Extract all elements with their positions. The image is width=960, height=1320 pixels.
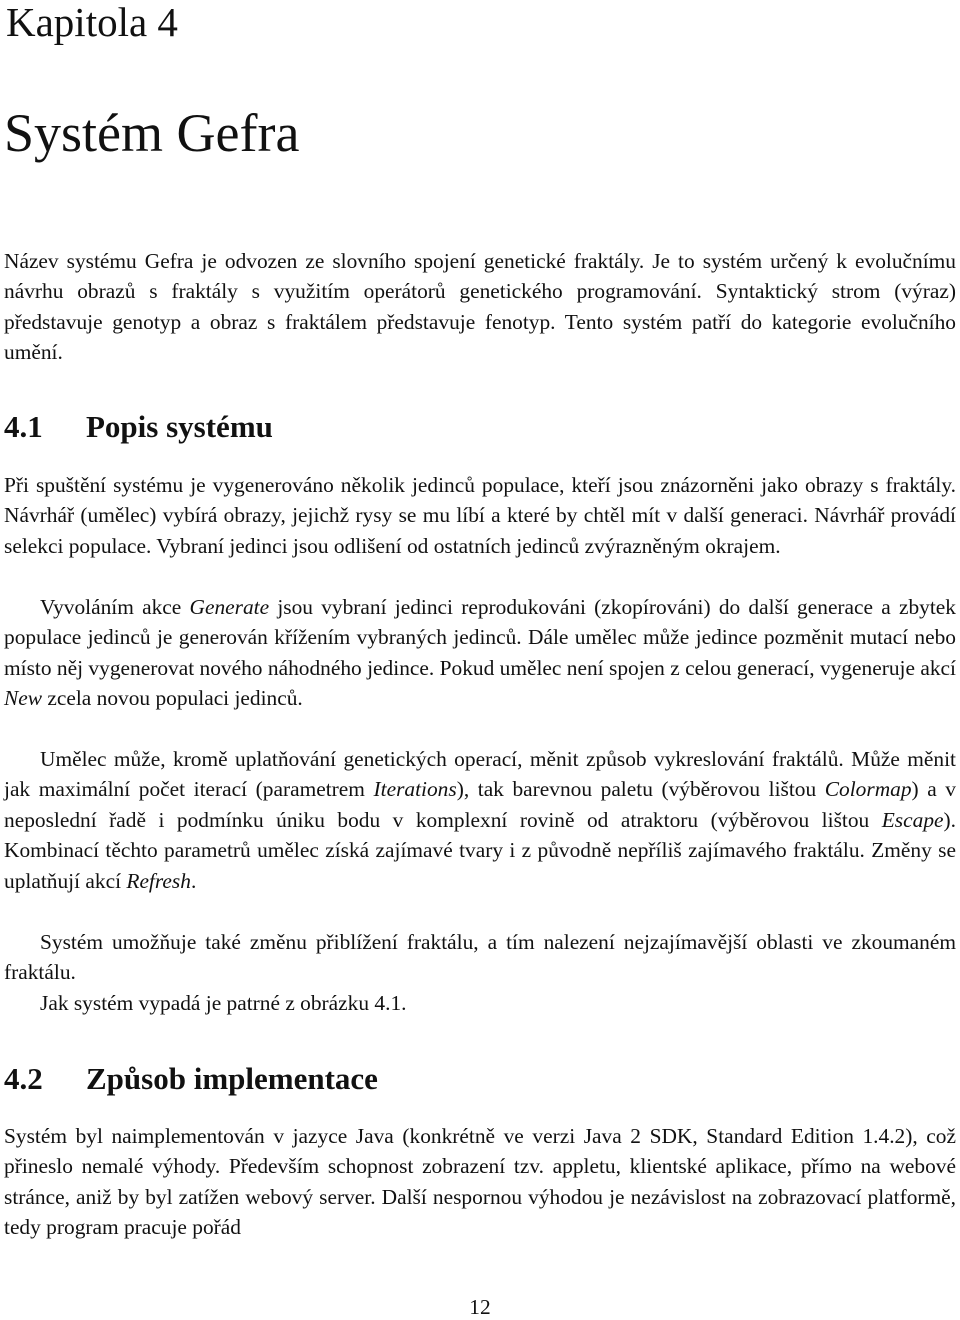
term-iterations: Iterations xyxy=(373,777,457,802)
chapter-label: Kapitola 4 xyxy=(6,0,178,45)
term-escape: Escape xyxy=(881,807,944,832)
page-number: 12 xyxy=(469,1295,491,1319)
section-title: Popis systému xyxy=(86,409,273,444)
text-run: zcela novou populaci jedinců. xyxy=(42,686,303,711)
paragraph-description-2 xyxy=(4,592,956,714)
text-run: Umělec může, kromě uplatňování genetických operací, měnit způsob vykreslování fraktálů. Může měnit jak maximální počet iterací (parametrem xyxy=(4,747,956,802)
paragraph-description-3 xyxy=(4,744,956,896)
term-generate: Generate xyxy=(189,595,270,619)
section-title: Způsob implementace xyxy=(86,1061,378,1096)
text-run: . xyxy=(190,868,197,893)
paragraph-description-1: Při spuštění systému je vygenerováno několik jedinců populace, kteří jsou znázorněni jako obrazy s fraktály. Návrhář (umělec) vybírá obrazy, jejichž rysy se mu líbí a které by chtěl mít v další generaci. Návrhář provádí selekci populace. Vybraní jedinci jsou odlišení od ostatních jedinců zvýrazněným okrajem. xyxy=(4,473,956,558)
term-new: New xyxy=(4,686,43,711)
paragraph-implementation-1: Systém byl naimplementován v jazyce Java (konkrétně ve verzi Java 2 SDK, Standard Edition 1.4.2), což přineslo nemalé výhody. Především schopnost zobrazení tzv. appletu, klientské aplikace, přímo na webové stránce, aniž by byl zatížen webový server. Další nespornou výhodou je nezávislost na zobrazovací platformě, tedy program pracuje pořád xyxy=(4,1124,956,1240)
section-heading-4-1 xyxy=(4,410,273,444)
paragraph-description-5: Jak systém vypadá je patrné z obrázku 4.1. xyxy=(40,991,407,1015)
text-run: ), tak barevnou paletu (výběrovou lištou xyxy=(456,777,825,802)
paragraph-description-4: Systém umožňuje také změnu přiblížení fraktálu, a tím nalezení nejzajímavější oblasti ve zkoumaném fraktálu. xyxy=(4,930,956,985)
section-number: 4.2 xyxy=(4,1061,43,1096)
text-run: ). Kombinací těchto parametrů umělec získá zajímavé tvary i z původně nepříliš zajímavého fraktálu. Změny se uplatňují akcí xyxy=(4,807,956,893)
text-run: ) a v neposlední řadě i podmínku úniku bodu v komplexní rovině od atraktoru (výběrovou lištou xyxy=(4,777,956,832)
text-run: Vyvoláním akce xyxy=(40,595,190,619)
text-run: jsou vybraní jedinci reprodukováni (zkopírováni) do další generace a zbytek populace jedinců je generován křížením vybraných jedinců. Dále umělec může jedince pozměnit mutací nebo místo něj vygenerovat nového náhodného jedince. Pokud umělec není spojen z celou generací, vygeneruje akcí xyxy=(4,595,956,680)
term-refresh: Refresh xyxy=(126,868,191,893)
term-colormap: Colormap xyxy=(824,777,912,802)
section-heading-4-2 xyxy=(4,1062,378,1096)
intro-paragraph: Název systému Gefra je odvozen ze slovního spojení genetické fraktály. Je to systém určený k evolučnímu návrhu obrazů s fraktály s využitím operátorů genetického programování. Syntaktický strom (výraz) představuje genotyp a obraz s fraktálem představuje fenotyp. Tento systém patří do kategorie evolučního umění. xyxy=(4,249,956,365)
section-number: 4.1 xyxy=(4,409,43,444)
chapter-title: Systém Gefra xyxy=(4,103,300,163)
